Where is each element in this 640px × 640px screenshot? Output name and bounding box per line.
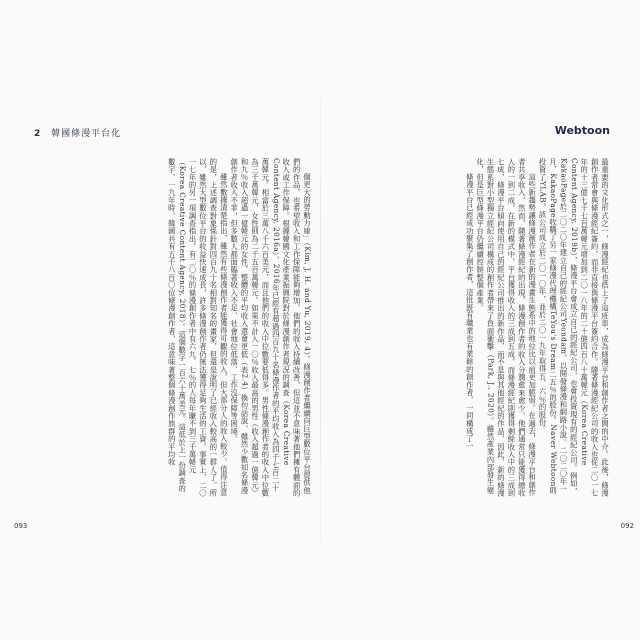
paragraph: 雖然數據清楚指出，雖然有些條漫創作者能獲得可觀的收入，但大部分人的收入較少。值得注意的是，上述調查對象係針對四百九十名相對知名的畫家，但還是說明了已經收入較高的一群人了。所以，雖然大型數位平台的收益快速成長，許多條漫創作者仍無法獲得足夠生活的工資。事實上，二〇一七年的另一項調查指出，有二〇％的條漫創作者中有六九．七％的人每年賺不到三千萬韓元（Korea Creative Content Agency, 2018）。這個數字一百六十萬美元。這低於上一份調查的數字，一九年時，韓國共有五千八百〇位條漫創作者，這意味著整個條漫創作族群的平均收 [167,158,229,497]
paragraph: 條漫平台已經成功聚集了創作者，這批既有職業也有業餘的創作者，一同構成了一 [465,172,475,450]
right-page [328,116,634,536]
right-body-text [330,158,610,498]
paragraph: 這些新趨勢讓條漫創作者在新的漫畫生態系中的地位比以前更加脆弱。在過去，條漫平台和創作者共享收入，然而，隨著條漫經紀的出現，條漫創作者的收入分潤愈來愈少。他們通常只能獲得總收入的一到二成，在新的模式中，平台獲得收入的三成到五成，而條漫經紀則獲得剩餘收入中的三成到七成，條漫平台傾向使用自己的經紀公司推出的新作品，而不是與其他經紀的作品，因此，新的條漫生態系對小型獨立經紀公司構成的創作者帶來了負面衝擊（Park, J., 2020）。雖然產業內部發生變化，但是巨型條漫平台仍繼續控制整個產業。 [476,158,538,497]
paragraph: 個更大的勞動力庫」（Kim, J. H. and Yu, 2019, 4）。條漫創作者繼續向巨型數位平台提供他們的作品，也希望收入和工作保障能夠增加，他們的收入持續改善，但這並不意味著他們擁有體面的收入或工作保障。根據韓國文化產業振興院對於條漫創作者現況的調查（Korea Creative Content Agency, 2016a），2016年已經有超過四百九十名條漫作者的平均收入為四千七百二十萬韓元。相當於三萬八千六百美元，而且他們的收入中位數要低得多。男性條漫創作者的收入中位數為三千萬韓元，女性則為二千五百萬韓元。如果不計入一〇％收入最高的男性（收入超過一億韓元）和九％收入超過一億韓元的女性，整體的平均收入還會更低（表2.4）換句話說，雖然少數知名條漫創作者收入不菲，但多數人都面臨著收入不足、社會地位低落、工作沒保障等困境。 [230,158,312,497]
running-title: Webtoon [554,124,610,137]
paragraph: 最重要的文化形式之一，條漫經紀也搭上了這班車，成為條漫平台和創作者之間的中介。此後，條漫創作者常會與條漫經紀簽約，而非直接與條漫平台簽約合作。隨著條漫經紀公司的收入也從二〇一七年的十三億七千七百萬韓元增加到二〇一八年的二十億四百八十萬韓元（Korea Creative Content Agency, 2019b），條漫平台會成立自己的經紀公司，也會投資現有的經紀公司。例如，KakaoPage於二〇二〇年建立自己的經紀公司Yeondam，以開發條漫和網路小說。二〇二〇年一月，KakaoPage收購了另一家條漫代理機構TeYou's Dream二五％的股份。Naver Webtoon則投資了YLAB，該公司成立於二〇一〇年，並於二〇一九年取得五．六％的股份。 [538,158,610,497]
chapter-number: 2 [34,129,42,139]
left-body-text [42,158,312,498]
chapter-title: 韓國條漫平台化 [51,129,122,139]
page-number: 093 [14,522,28,530]
left-page [14,116,316,536]
chapter-header [34,126,121,139]
page-gutter [320,100,321,540]
page-number: 092 [620,522,634,530]
